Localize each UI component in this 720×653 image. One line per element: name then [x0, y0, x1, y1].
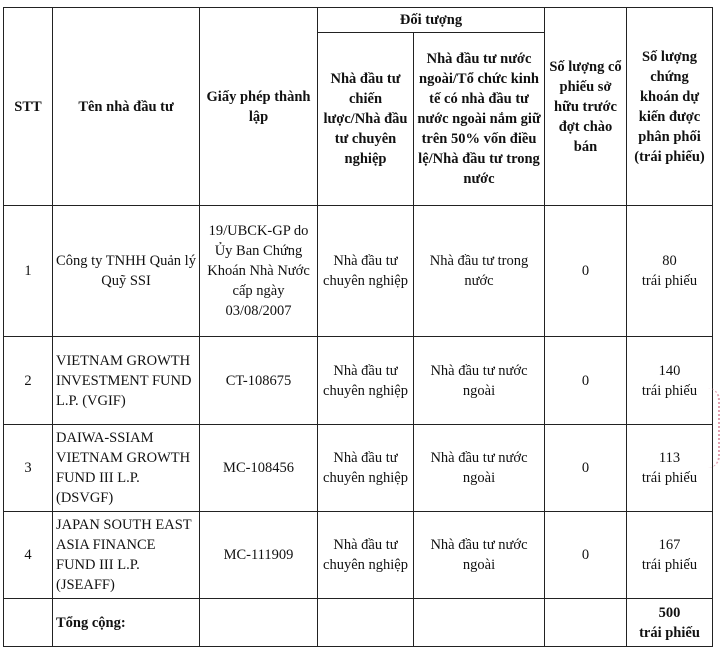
row-allocation	[627, 512, 713, 599]
row-investor-name: VIETNAM GROWTH INVESTMENT FUND L.P. (VGIF)	[53, 337, 200, 425]
row-license: MC-108456	[200, 425, 318, 512]
row-professional: Nhà đầu tư chuyên nghiệp	[318, 512, 414, 599]
header-subject-group: Đối tượng	[318, 8, 545, 33]
row-shares: 0	[545, 512, 627, 599]
row-professional: Nhà đầu tư chuyên nghiệp	[318, 425, 414, 512]
table-row	[4, 512, 713, 599]
total-empty-cell	[545, 599, 627, 647]
header-license: Giấy phép thành lập	[200, 8, 318, 206]
allocation-unit: trái phiếu	[641, 470, 698, 486]
allocation-value: 140	[658, 362, 681, 379]
row-allocation	[627, 206, 713, 337]
total-empty-cell	[200, 599, 318, 647]
row-shares: 0	[545, 425, 627, 512]
total-allocation-value: 500	[658, 604, 681, 621]
total-empty-cell	[318, 599, 414, 647]
row-origin: Nhà đầu tư trong nước	[414, 206, 545, 337]
row-stt: 2	[4, 337, 53, 425]
row-investor-name: JAPAN SOUTH EAST ASIA FINANCE FUND III L.P. (JSEAFF)	[53, 512, 200, 599]
allocation-value: 113	[658, 450, 681, 466]
row-license: CT-108675	[200, 337, 318, 425]
allocation-value: 167	[658, 537, 681, 553]
table-row	[4, 425, 713, 512]
row-investor-name: Công ty TNHH Quản lý Quỹ SSI	[53, 206, 200, 337]
row-origin: Nhà đầu tư nước ngoài	[414, 512, 545, 599]
row-allocation	[627, 337, 713, 425]
row-professional: Nhà đầu tư chuyên nghiệp	[318, 337, 414, 425]
investor-allocation-table	[3, 7, 713, 647]
header-professional-investor: Nhà đầu tư chiến lược/Nhà đầu tư chuyên nghiệp	[318, 33, 414, 206]
edge-stamp-mark	[708, 388, 720, 468]
row-shares: 0	[545, 337, 627, 425]
row-investor-name: DAIWA-SSIAM VIETNAM GROWTH FUND III L.P. (DSVGF)	[53, 425, 200, 512]
table-row	[4, 337, 713, 425]
allocation-value: 80	[662, 253, 677, 269]
total-empty-cell	[4, 599, 53, 647]
row-stt: 3	[4, 425, 53, 512]
header-foreign-investor: Nhà đầu tư nước ngoài/Tổ chức kinh tế có nhà đầu tư nước ngoài nắm giữ trên 50% vốn điều lệ/Nhà đầu tư trong nước	[414, 33, 545, 206]
row-shares: 0	[545, 206, 627, 337]
total-label: Tổng cộng:	[53, 599, 200, 647]
total-empty-cell	[414, 599, 545, 647]
total-row	[4, 599, 713, 647]
allocation-unit: trái phiếu	[641, 273, 698, 289]
table-row	[4, 206, 713, 337]
row-professional: Nhà đầu tư chuyên nghiệp	[318, 206, 414, 337]
row-stt: 4	[4, 512, 53, 599]
row-license: 19/UBCK-GP do Ủy Ban Chứng Khoán Nhà Nước cấp ngày 03/08/2007	[200, 206, 318, 337]
total-allocation-unit: trái phiếu	[639, 624, 700, 641]
header-stt: STT	[4, 8, 53, 206]
row-origin: Nhà đầu tư nước ngoài	[414, 337, 545, 425]
allocation-unit: trái phiếu	[641, 382, 698, 399]
row-origin: Nhà đầu tư nước ngoài	[414, 425, 545, 512]
header-investor-name: Tên nhà đầu tư	[53, 8, 200, 206]
row-allocation	[627, 425, 713, 512]
row-license: MC-111909	[200, 512, 318, 599]
header-securities-expected: Số lượng chứng khoán dự kiến được phân phối (trái phiếu)	[627, 8, 713, 206]
allocation-unit: trái phiếu	[641, 557, 698, 573]
header-shares-held: Số lượng cổ phiếu sở hữu trước đợt chào bán	[545, 8, 627, 206]
row-stt: 1	[4, 206, 53, 337]
total-allocation	[627, 599, 713, 647]
